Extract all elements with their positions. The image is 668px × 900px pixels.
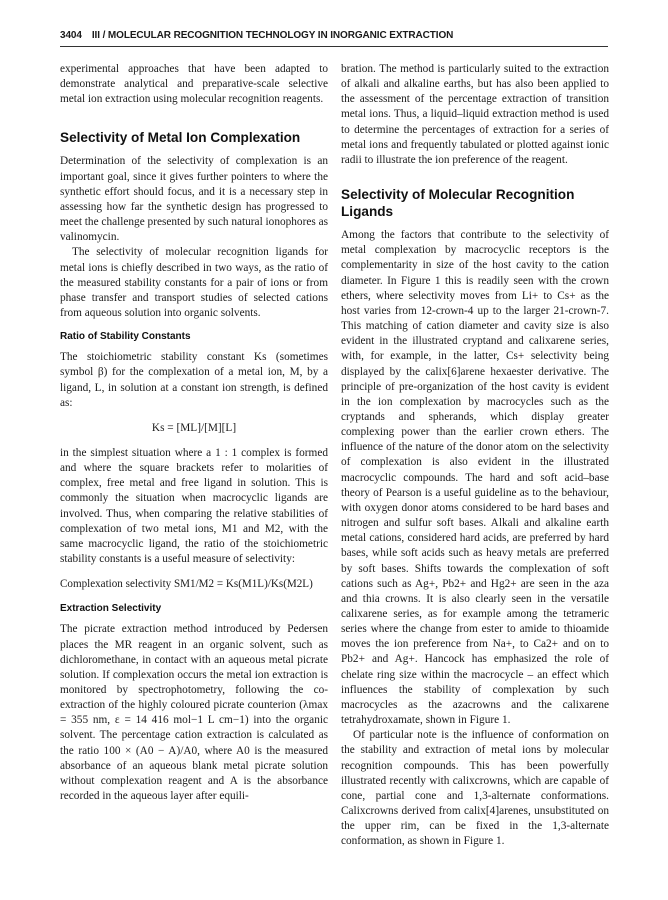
paragraph-selectivity-1: Determination of the selectivity of complexation is an important goal, since it gives further pointers to where the synthetic effort should focus, and it is a necessary step in assessing how far the synthetic design has progressed to meet the challenge presented by such natural ionophores as valinomycin. [60, 155, 328, 244]
paragraph-ligands-1: Among the factors that contribute to the selectivity of metal complexation by macrocyclic receptors is the complementarity in size of the host cavity to the cation diameter. In Figure 1 this is readily seen with the crown ethers, where selectivity moves from Li+ to Cs+ as the host varies from 12-crown-4 up to the larger 21-crown-7. This matching of cation diameter and cavity size is also evident in the illustrated cryptand and calixarene series, with, for example, in the latter, Cs+ selectivity being displayed by the calix[6]arene hexaester derivative. The principle of pre-organization of the host cavity is evident in the ion complexation by macrocycles such as the cryptands and spherands, which display greater complexing power than the earlier crown ethers. The influence of the nature of the donor atom on the selectivity of complexation is also evident in the illustrated macrocyclic compounds. The hard and soft acid–base theory of Pearson is a useful guideline as to the behaviour, with oxygen donor atoms considered to be hard bases and nitrogen and sulfur soft bases. Alkali and alkaline earth metal cations, considered hard acids, are preferred by hard bases, while soft acids such as heavy metals are preferred by soft bases. Shifts towards the complexation of soft cations such as Ag+, Pb2+ and Hg2+ are seen in the aza and thia crowns. It is also clearly seen in the versatile calixarene series, as for example among the tetrameric series where the change from ester to amide to thioamide moves the ion preference from Na+, to Ca2+ and on to Pb2+ and Ag+. Hancock has emphasized the role of chelate ring size within the macrocycle – an effect which influences the stability of complexation by such macrocycles as the azacrowns and the calixarene tetrahydroxamate, shown in Figure 1. [341, 229, 609, 727]
equation-selectivity: Complexation selectivity SM1/M2 = Ks(M1L)/Ks(M2L) [60, 578, 313, 591]
paragraph-intro: experimental approaches that have been adapted to demonstrate analytical and preparative-scale selective metal ion extraction using molecular recognition reagents. [60, 63, 328, 106]
page-number: 3404 [60, 30, 82, 41]
right-column [341, 62, 609, 850]
running-header [60, 30, 608, 41]
paragraph-ligands-2: Of particular note is the influence of conformation on the stability and extraction of metal ions by molecular recognition compounds. This has been powerfully illustrated recently with calixcrowns, which are capable of cone, partial cone and 1,3-alternate conformations. Calixcrowns derived from calix[4]arenes, unsubstituted on the upper rim, can be fixed in the 1,3-alternate conformation, as shown in Figure 1. [341, 729, 609, 848]
paragraph-selectivity-2: The selectivity of molecular recognition ligands for metal ions is chiefly described in two ways, as the ratio of the measured stability constants for a pair of ions or from phase transfer and transport studies of selected cations from aqueous solution into organic solvents. [60, 246, 328, 320]
heading-extraction-selectivity: Extraction Selectivity [60, 603, 162, 615]
heading-ratio-stability: Ratio of Stability Constants [60, 331, 191, 343]
paragraph-continuation: bration. The method is particularly suited to the extraction of alkali and alkaline earths, but has also been applied to the assessment of the percentage extraction of transition metal ions. Thus, a liquid–liquid extraction method is used to determine the percentages of extraction for a series of metal ions and frequently tabulated or plotted against ionic radii to illustrate the ion preference of the reagent. [341, 63, 609, 166]
paragraph-extraction: The picrate extraction method introduced by Pedersen places the MR reagent in an organic solvent, such as dichloromethane, in contact with an aqueous metal picrate solution. If complexation occurs the metal ion extraction is monitored by spectrophotometry, following the co-extraction of the highly coloured picrate counterion (λmax = 355 nm, ε = 14 416 mol−1 L cm−1) into the organic solvent. The percentage cation extraction is calculated as the ratio 100 × (A0 − A)/A0, where A0 is the measured absorbance of an aqueous blank metal picrate solution without complexation reagent and A is the absorbance recorded in the aqueous layer after equili- [60, 623, 328, 803]
heading-selectivity-complexation: Selectivity of Metal Ion Complexation [60, 130, 301, 146]
running-title: III / MOLECULAR RECOGNITION TECHNOLOGY IN INORGANIC EXTRACTION [91, 30, 454, 41]
left-column [60, 62, 328, 804]
heading-selectivity-ligands: Selectivity of Molecular Recognition Ligands [341, 187, 575, 220]
paragraph-ratio-2: in the simplest situation where a 1 : 1 complex is formed and where the square brackets refer to molarities of complex, free metal and free ligand in solution. This is commonly the situation when macrocyclic ligands are involved. Thus, when comparing the relative stabilities of complexation of two metal ions, M1 and M2, with the same macrocyclic ligand, the ratio of the stoichiometric stability constants is a useful measure of selectivity: [60, 446, 328, 566]
equation-stability-constant: Ks = [ML]/[M][L] [151, 421, 237, 434]
paragraph-ratio: The stoichiometric stability constant Ks (sometimes symbol β) for the complexation of a metal ion, M, by a ligand, L, in solution at a constant ion strength, is defined as: [60, 351, 328, 409]
header-rule [60, 46, 608, 47]
